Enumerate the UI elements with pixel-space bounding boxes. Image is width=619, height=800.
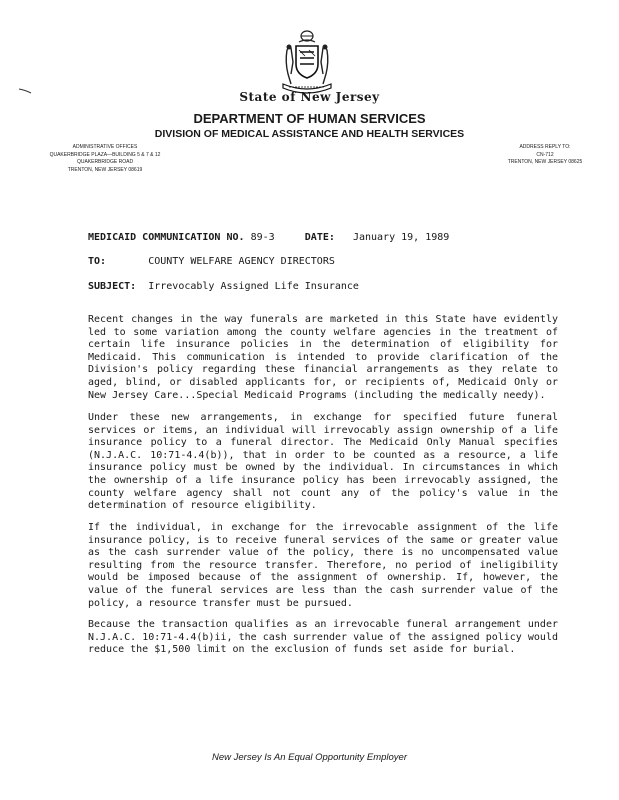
to-value: COUNTY WELFARE AGENCY DIRECTORS xyxy=(148,256,335,267)
date-label: DATE: xyxy=(304,232,335,243)
reply-address-line2: TRENTON, NEW JERSEY 08625 xyxy=(507,159,583,165)
admin-offices-line3: TRENTON, NEW JERSEY 08619 xyxy=(67,166,143,173)
to-row xyxy=(88,256,335,267)
state-name: State of New Jersey xyxy=(239,90,380,104)
paragraph-1: Recent changes in the way funerals are marketed in this State have evidently led to some variation among the county welfare agencies in the treatment of certain life insurance policies in the determination of eligibility for Medicaid. This communication is intended to provide clarification of the Division's policy regarding these financial arrangements as they relate to aged, blind, or disabled applicants for, or recipients of, Medicaid Only or New Jersey Care...Special Medicaid Programs (including the medically needy). xyxy=(88,314,558,401)
paragraph-4: Because the transaction qualifies as an irrevocable funeral arrangement under N.J.A.C. 10:71-4.4(b)ii, the cash surrender value of the assigned policy would reduce the $1,500 limit on the exclusion of funds set aside for burial. xyxy=(88,619,558,656)
admin-offices-line1: QUAKERBRIDGE PLAZA—BUILDING 5 & 7 & 12 xyxy=(49,151,161,158)
department-title: DEPARTMENT OF HUMAN SERVICES xyxy=(193,111,426,126)
paragraph-3: If the individual, in exchange for the irrevocable assignment of the life insurance policy, is to receive funeral services of the same or greater value as the cash surrender value of the policy, there is no uncompensated value resulting from the resource transfer. Therefore, no period of ineligibility would be imposed because of the assignment of ownership. If, however, the value of the funeral services are less than the cash surrender value of the policy, a resource transfer must be pursued. xyxy=(88,522,558,609)
subject-value: Irrevocably Assigned Life Insurance xyxy=(148,281,359,292)
reply-address xyxy=(496,144,594,167)
reply-address-line1: CN-712 xyxy=(536,151,554,158)
reply-address-label: ADDRESS REPLY TO: xyxy=(519,144,571,150)
to-label: TO: xyxy=(88,256,107,267)
subject-row xyxy=(88,281,359,292)
admin-offices-line2: QUAKERBRIDGE ROAD xyxy=(76,159,134,165)
administrative-offices-address xyxy=(30,144,180,174)
admin-offices-label: ADMINISTRATIVE OFFICES xyxy=(72,144,138,150)
equal-opportunity-footer: New Jersey Is An Equal Opportunity Employer xyxy=(211,752,407,763)
division-title: DIVISION OF MEDICAL ASSISTANCE AND HEALTH SERVICES xyxy=(154,128,465,140)
communication-number: 89-3 xyxy=(250,232,275,243)
communication-label: MEDICAID COMMUNICATION NO. xyxy=(88,232,245,243)
date-value: January 19, 1989 xyxy=(352,232,450,243)
communication-row xyxy=(88,232,449,243)
subject-label: SUBJECT: xyxy=(88,281,137,292)
paragraph-2: Under these new arrangements, in exchange for specified future funeral services or items, an individual will irrevocably assign ownership of a life insurance policy to a funeral director. The Medicaid Only Manual specifies (N.J.A.C. 10:71-4.4(b)), that in order to be counted as a resource, a life insurance policy must be owned by the individual. In circumstances in which the ownership of a life insurance policy has been irrevocably assigned, the county welfare agency shall not count any of the policy's value in the determination of resource eligibility. xyxy=(88,412,558,512)
state-seal-icon xyxy=(279,28,335,94)
